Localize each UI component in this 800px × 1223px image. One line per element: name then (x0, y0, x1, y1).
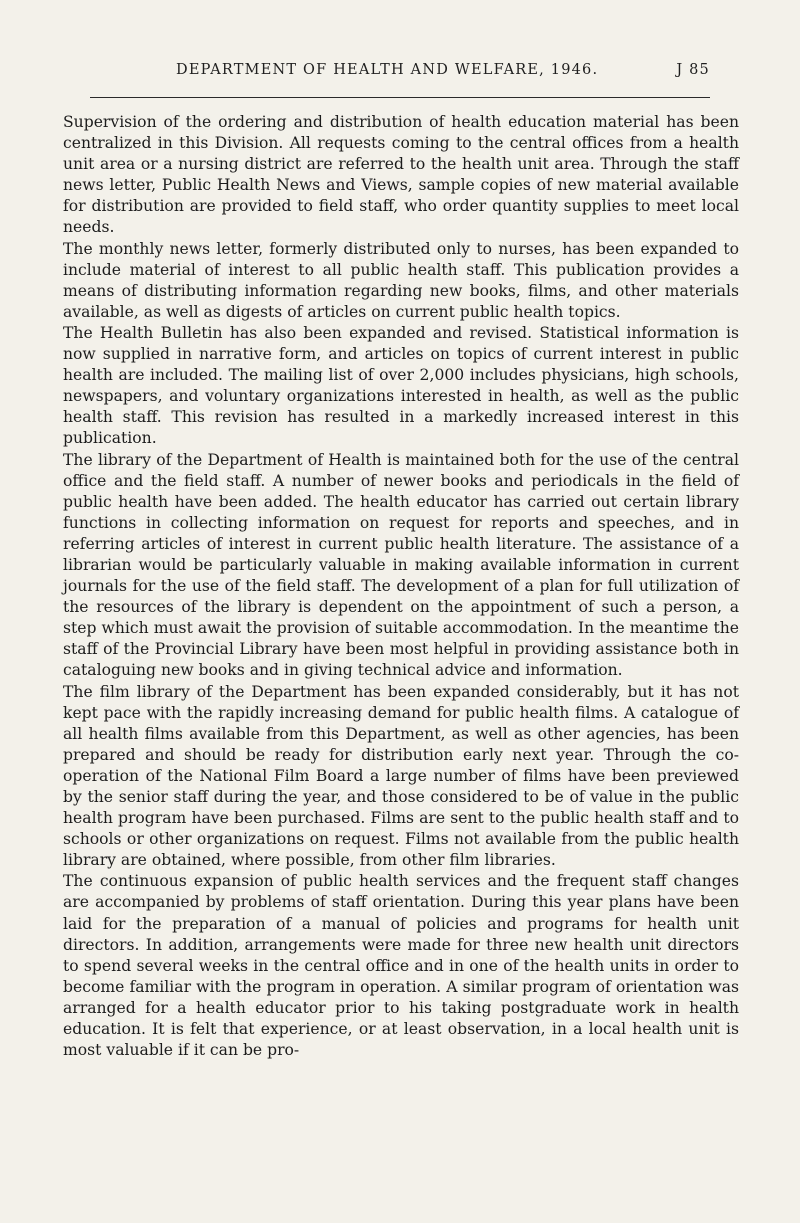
paragraph: The Health Bulletin has also been expanded and revised. Statistical information is now supplied in narrative form, and articles on topics of current interest in public health are included. The mailing list of over 2,000 includes physicians, high schools, newspapers, and voluntary organizations interested in health, as well as the public health staff. This revision has resulted in a markedly increased interest in this publication. (63, 323, 739, 448)
paragraph: The monthly news letter, formerly distributed only to nurses, has been expanded to include material of interest to all public health staff. This publication provides a means of distributing information regarding new books, films, and other materials available, as well as digests of articles on current public health topics. (63, 239, 739, 321)
running-head (90, 62, 710, 92)
page-number: J 85 (676, 62, 710, 78)
paragraph: The film library of the Department has been expanded considerably, but it has not kept pace with the rapidly increasing demand for public health films. A catalogue of all health films available from this Department, as well as other agencies, has been prepared and should be ready for distribution early next year. Through the co-operation of the National Film Board a large number of films have been previewed by the senior staff during the year, and those considered to be of value in the public health program have been purchased. Films are sent to the public health staff and to schools or other organizations on request. Films not available from the public health library are obtained, where possible, from other film libraries. (63, 682, 739, 870)
page-title: DEPARTMENT OF HEALTH AND WELFARE, 1946. (176, 62, 599, 78)
body-text (63, 112, 739, 1061)
header-rule (90, 97, 710, 98)
paragraph: The continuous expansion of public health services and the frequent staff changes are accompanied by problems of staff orientation. During this year plans have been laid for the preparation of a manual of policies and programs for health unit directors. In addition, arrangements were made for three new health unit directors to spend several weeks in the central office and in one of the health units in order to become familiar with the program in operation. A similar program of orientation was arranged for a health educator prior to his taking postgraduate work in health education. It is felt that experience, or at least observation, in a local health unit is most valuable if it can be pro- (63, 872, 739, 1060)
paragraph: Supervision of the ordering and distribution of health education material has been centralized in this Division. All requests coming to the central offices from a health unit area or a nursing district are referred to the health unit area. Through the staff news letter, Public Health News and Views, sample copies of new material available for distribution are provided to field staff, who order quantity supplies to meet local needs. (63, 113, 739, 237)
paragraph: The library of the Department of Health is maintained both for the use of the central office and the field staff. A number of newer books and periodicals in the field of public health have been added. The health educator has carried out certain library functions in collecting information on request for reports and speeches, and in referring articles of interest in current public health literature. The assistance of a librarian would be particularly valuable in making available information in current journals for the use of the field staff. The development of a plan for full utilization of the resources of the library is dependent on the appointment of such a person, a step which must await the provision of suitable accommodation. In the meantime the staff of the Provincial Library have been most helpful in providing assistance both in cataloguing new books and in giving technical advice and information. (63, 450, 739, 680)
